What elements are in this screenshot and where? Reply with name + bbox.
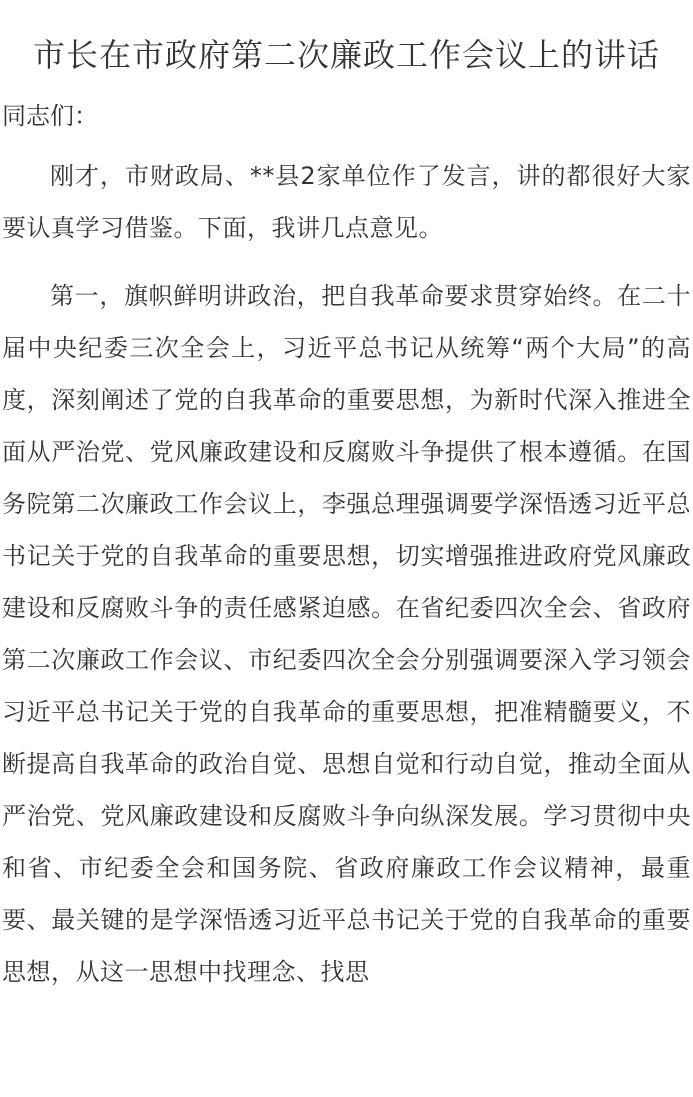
article-title: 市长在市政府第二次廉政工作会议上的讲话 xyxy=(32,36,660,74)
paragraph-2: 第一，旗帜鲜明讲政治，把自我革命要求贯穿始终。在二十届中央纪委三次全会上，习近平总书记从统筹“两个大局”的高度，深刻阐述了党的自我革命的重要思想，为新时代深入推进全面从严治党、党风廉政建设和反腐败斗争提供了根本遵循。在国务院第二次廉政工作会议上，李强总理强调要学深悟透习近平总书记关于党的自我革命的重要思想，切实增强推进政府党风廉政建设和反腐败斗争的责任感紧迫感。在省纪委四次全会、省政府第二次廉政工作会议、市纪委四次全会分别强调要深入学习领会习近平总书记关于党的自我革命的重要思想，把准精髓要义，不断提高自我革命的政治自觉、思想自觉和行动自觉，推动全面从严治党、党风廉政建设和反腐败斗争向纵深发展。学习贯彻中央和省、市纪委全会和国务院、省政府廉政工作会议精神，最重要、最关键的是学深悟透习近平总书记关于党的自我革命的重要思想，从这一思想中找理念、找思 xyxy=(2,282,691,986)
greeting-text: 同志们： xyxy=(2,102,98,130)
paragraph-1: 刚才，市财政局、**县2家单位作了发言，讲的都很好大家要认真学习借鉴。下面，我讲几点意见。 xyxy=(2,162,691,242)
